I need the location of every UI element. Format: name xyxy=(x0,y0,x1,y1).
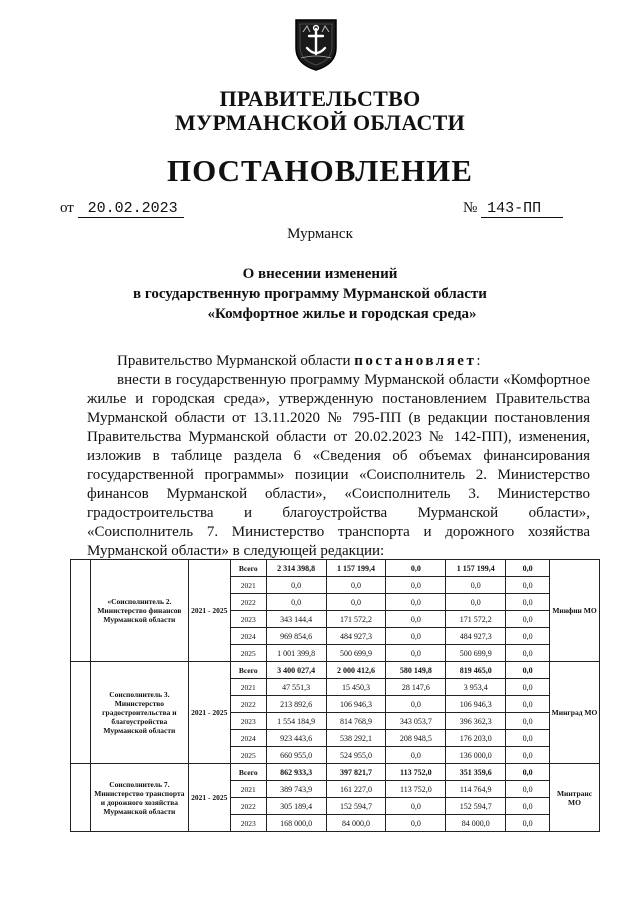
amount-cell: 208 948,5 xyxy=(386,730,446,747)
subject-line1: О внесении изменений xyxy=(242,266,398,282)
year-cell: 2021 xyxy=(230,781,266,798)
document-body xyxy=(87,352,590,561)
paragraph-resolves-end: : xyxy=(476,353,481,369)
amount-cell: 15 450,3 xyxy=(326,679,386,696)
year-cell: 2025 xyxy=(230,645,266,662)
period-cell: 2021 - 2025 xyxy=(188,560,230,662)
amount-cell: 0,0 xyxy=(506,781,550,798)
amount-cell: 343 053,7 xyxy=(386,713,446,730)
document-number: 143-ПП xyxy=(481,200,563,218)
year-cell: 2022 xyxy=(230,798,266,815)
amount-cell: 168 000,0 xyxy=(266,815,326,832)
amount-cell: 28 147,6 xyxy=(386,679,446,696)
paragraph-resolves xyxy=(87,352,590,371)
amount-cell: 0,0 xyxy=(386,696,446,713)
amount-cell: 114 764,9 xyxy=(446,781,506,798)
amount-cell: 2 314 398,8 xyxy=(266,560,326,577)
amount-cell: 0,0 xyxy=(506,594,550,611)
amount-cell: 171 572,2 xyxy=(446,611,506,628)
paragraph-resolves-start: Правительство Мурманской области xyxy=(117,353,355,369)
amount-cell: 47 551,3 xyxy=(266,679,326,696)
amount-cell: 0,0 xyxy=(506,815,550,832)
amount-cell: 0,0 xyxy=(386,560,446,577)
amount-cell: 305 189,4 xyxy=(266,798,326,815)
amount-cell: 0,0 xyxy=(446,577,506,594)
amount-cell: 1 157 199,4 xyxy=(446,560,506,577)
amount-cell: 0,0 xyxy=(506,577,550,594)
executor-cell: Соисполнитель 7. Министерство транспорта и дорожного хозяйства Мурманской области xyxy=(90,764,188,832)
year-cell: 2021 xyxy=(230,577,266,594)
subject-line2: в государственную программу Мурманской области xyxy=(133,286,487,302)
amount-cell: 814 768,9 xyxy=(326,713,386,730)
amount-cell: 0,0 xyxy=(506,628,550,645)
amount-cell: 0,0 xyxy=(506,696,550,713)
amount-cell: 0,0 xyxy=(386,645,446,662)
period-cell: 2021 - 2025 xyxy=(188,764,230,832)
amount-cell: 0,0 xyxy=(506,798,550,815)
amount-cell: 0,0 xyxy=(326,594,386,611)
amount-cell: 0,0 xyxy=(506,679,550,696)
amount-cell: 396 362,3 xyxy=(446,713,506,730)
responsible-cell: Минтранс МО xyxy=(550,764,600,832)
year-cell: 2022 xyxy=(230,696,266,713)
amount-cell: 0,0 xyxy=(326,577,386,594)
year-cell: Всего xyxy=(230,662,266,679)
amount-cell: 161 227,0 xyxy=(326,781,386,798)
coat-of-arms-icon xyxy=(293,14,339,72)
amount-cell: 969 854,6 xyxy=(266,628,326,645)
amount-cell: 0,0 xyxy=(506,611,550,628)
amount-cell: 0,0 xyxy=(506,645,550,662)
year-cell: 2023 xyxy=(230,815,266,832)
amount-cell: 660 955,0 xyxy=(266,747,326,764)
amount-cell: 819 465,0 xyxy=(446,662,506,679)
amount-cell: 538 292,1 xyxy=(326,730,386,747)
year-cell: 2023 xyxy=(230,611,266,628)
amount-cell: 351 359,6 xyxy=(446,764,506,781)
amount-cell: 0,0 xyxy=(506,730,550,747)
amount-cell: 0,0 xyxy=(386,815,446,832)
document-type: ПОСТАНОВЛЕНИЕ xyxy=(167,153,473,188)
amount-cell: 0,0 xyxy=(386,577,446,594)
amount-cell: 2 000 412,6 xyxy=(326,662,386,679)
row-number-cell xyxy=(71,560,91,662)
amount-cell: 1 554 184,9 xyxy=(266,713,326,730)
government-title-line1: ПРАВИТЕЛЬСТВО xyxy=(219,86,421,111)
amount-cell: 0,0 xyxy=(386,628,446,645)
amount-cell: 0,0 xyxy=(266,577,326,594)
amount-cell: 106 946,3 xyxy=(446,696,506,713)
executor-cell: Соисполнитель 3. Министерство градостроительства и благоустройства Мурманской области xyxy=(90,662,188,764)
executor-cell: «Соисполнитель 2. Министерство финансов Мурманской области xyxy=(90,560,188,662)
amount-cell: 500 699,9 xyxy=(446,645,506,662)
amount-cell: 923 443,6 xyxy=(266,730,326,747)
amount-cell: 171 572,2 xyxy=(326,611,386,628)
amount-cell: 0,0 xyxy=(386,594,446,611)
year-cell: 2022 xyxy=(230,594,266,611)
document-date: 20.02.2023 xyxy=(78,200,184,218)
year-cell: 2023 xyxy=(230,713,266,730)
responsible-cell: Минфин МО xyxy=(550,560,600,662)
year-cell: 2024 xyxy=(230,628,266,645)
year-cell: Всего xyxy=(230,764,266,781)
date-prefix: от xyxy=(60,200,74,216)
amount-cell: 484 927,3 xyxy=(446,628,506,645)
amount-cell: 1 001 399,8 xyxy=(266,645,326,662)
paragraph-amendment: внести в государственную программу Мурманской области «Комфортное жилье и городская среда», утвержденную постановлением Правительства Мурманской области от 13.11.2020 № 795-ПП (в редакции постановления Правительства Мурманской области от 20.02.2023 № 142-ПП), изменения, изложив в таблице раздела 6 «Сведения об объемах финансирования государственной программы» позиции «Соисполнитель 2. Министерство финансов Мурманской области», «Соисполнитель 3. Министерство градостроительства и благоустройства Мурманской области», «Соисполнитель 7. Министерство транспорта и дорожного хозяйства Мурманской области» в следующей редакции: xyxy=(87,372,590,559)
date-line xyxy=(60,200,184,218)
amount-cell: 0,0 xyxy=(386,611,446,628)
amount-cell: 524 955,0 xyxy=(326,747,386,764)
amount-cell: 136 000,0 xyxy=(446,747,506,764)
amount-cell: 0,0 xyxy=(506,747,550,764)
amount-cell: 343 144,4 xyxy=(266,611,326,628)
table-row xyxy=(71,560,600,577)
amount-cell: 3 400 027,4 xyxy=(266,662,326,679)
amount-cell: 0,0 xyxy=(506,713,550,730)
amount-cell: 84 000,0 xyxy=(326,815,386,832)
amount-cell: 84 000,0 xyxy=(446,815,506,832)
period-cell: 2021 - 2025 xyxy=(188,662,230,764)
amount-cell: 0,0 xyxy=(386,747,446,764)
number-line xyxy=(463,200,563,218)
amount-cell: 0,0 xyxy=(506,662,550,679)
amount-cell: 113 752,0 xyxy=(386,764,446,781)
row-number-cell xyxy=(71,662,91,764)
amount-cell: 152 594,7 xyxy=(326,798,386,815)
amount-cell: 113 752,0 xyxy=(386,781,446,798)
financing-table xyxy=(70,559,600,832)
amount-cell: 176 203,0 xyxy=(446,730,506,747)
amount-cell: 0,0 xyxy=(446,594,506,611)
year-cell: 2024 xyxy=(230,730,266,747)
amount-cell: 0,0 xyxy=(266,594,326,611)
subject-line3: «Комфортное жилье и городская среда» xyxy=(207,306,477,322)
amount-cell: 484 927,3 xyxy=(326,628,386,645)
amount-cell: 0,0 xyxy=(506,560,550,577)
amount-cell: 389 743,9 xyxy=(266,781,326,798)
year-cell: 2021 xyxy=(230,679,266,696)
year-cell: 2025 xyxy=(230,747,266,764)
resolves-word: постановляет xyxy=(354,353,477,369)
amount-cell: 0,0 xyxy=(386,798,446,815)
table-row xyxy=(71,662,600,679)
amount-cell: 580 149,8 xyxy=(386,662,446,679)
amount-cell: 106 946,3 xyxy=(326,696,386,713)
amount-cell: 1 157 199,4 xyxy=(326,560,386,577)
amount-cell: 152 594,7 xyxy=(446,798,506,815)
amount-cell: 397 821,7 xyxy=(326,764,386,781)
amount-cell: 862 933,3 xyxy=(266,764,326,781)
number-prefix: № xyxy=(463,200,478,216)
amount-cell: 0,0 xyxy=(506,764,550,781)
row-number-cell xyxy=(71,764,91,832)
amount-cell: 3 953,4 xyxy=(446,679,506,696)
table-row xyxy=(71,764,600,781)
amount-cell: 500 699,9 xyxy=(326,645,386,662)
year-cell: Всего xyxy=(230,560,266,577)
amount-cell: 213 892,6 xyxy=(266,696,326,713)
city: Мурманск xyxy=(287,226,353,242)
government-title-line2: МУРМАНСКОЙ ОБЛАСТИ xyxy=(174,110,466,135)
responsible-cell: Минград МО xyxy=(550,662,600,764)
